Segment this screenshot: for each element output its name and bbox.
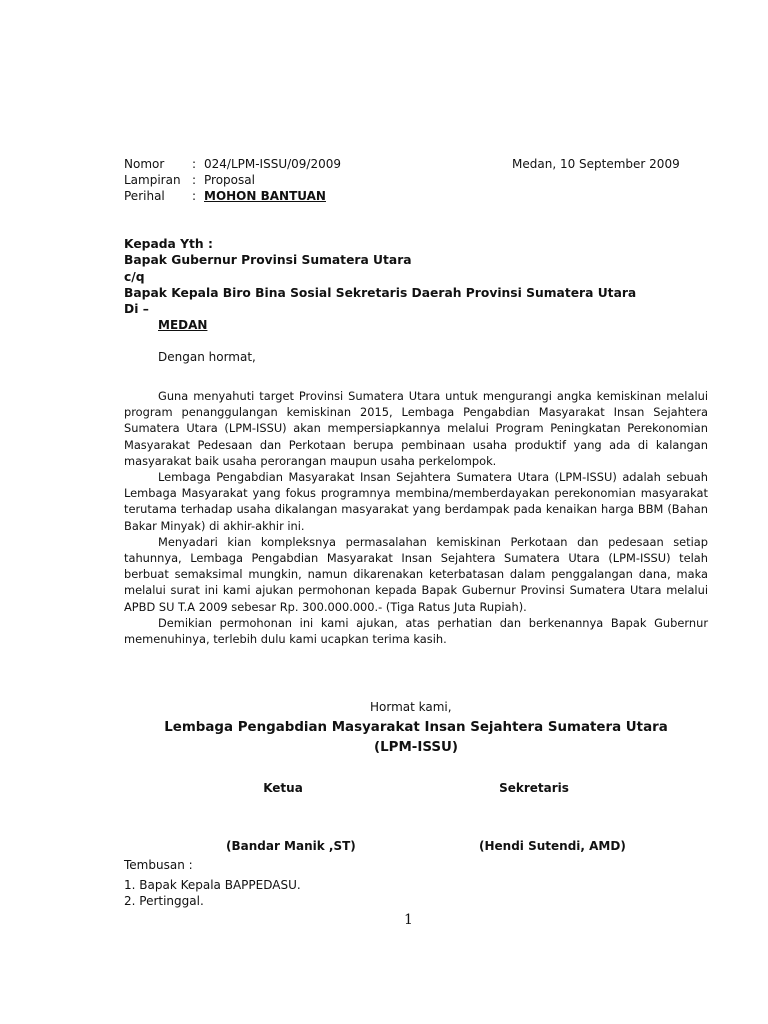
org-line-1: Lembaga Pengabdian Masyarakat Insan Sejahtera Sumatera Utara [164, 720, 668, 735]
recipient-line-gubernur: Bapak Gubernur Provinsi Sumatera Utara [124, 253, 412, 268]
paragraph-1: Guna menyahuti target Provinsi Sumatera Utara untuk mengurangi angka kemiskinan melalui program penanggulangan kemiskinan 2015, Lembaga Pengabdian Masyarakat Insan Sejahtera Sumatera Utara (LPM-ISSU) akan mempersiapkannya melalui Program Peningkatan Perekonomian Masyarakat Pedesaan dan Perkotaan berupa pembinaan usaha produktif yang ada di kalangan masyarakat baik usaha perorangan maupun usaha perkelompok. [124, 389, 708, 468]
org-line-2: (LPM-ISSU) [373, 740, 458, 755]
cc-label: Tembusan : [124, 858, 193, 872]
signature-right-title: Sekretaris [499, 781, 569, 795]
signature-left-title: Ketua [263, 781, 303, 795]
perihal-label: Perihal [124, 189, 165, 203]
nomor-colon: : [192, 157, 197, 171]
paragraph-3: Menyadari kian kompleksnya permasalahan kemiskinan Perkotaan dan pedesaan setiap tahunnya, Lembaga Pengabdian Masyarakat Insan Sejahtera Sumatera Utara (LPM-ISSU) telah berbuat semaksimal mungkin, namun dikarenakan keterbatasan dalam penggalangan dana, maka melalui surat ini kami ajukan permohonan kepada Bapak Gubernur Provinsi Sumatera Utara melalui APBD SU T.A 2009 sebesar Rp. 300.000.000.- (Tiga Ratus Juta Rupiah). [124, 534, 708, 614]
signature-right-name: (Hendi Sutendi, AMD) [479, 839, 626, 853]
recipient-block [124, 236, 636, 317]
perihal-row [124, 188, 326, 204]
page-number: 1 [404, 912, 413, 928]
paragraph-4: Demikian permohonan ini kami ajukan, atas perhatian dan berkenannya Bapak Gubernur memenuhinya, terlebih dulu kami ucapkan terima kasih. [124, 615, 708, 647]
paragraph-2: Lembaga Pengabdian Masyarakat Insan Sejahtera Sumatera Utara (LPM-ISSU) adalah sebuah Lembaga Masyarakat yang fokus programnya membina/memberdayakan perekonomian masyarakat terutama terhadap usaha dikalangan masyarakat yang berdampak pada kenaikan harga BBM (Bahan Bakar Minyak) di akhir-akhir ini. [124, 470, 708, 533]
nomor-value: 024/LPM-ISSU/09/2009 [204, 157, 342, 171]
cc-item: 1. Bapak Kepala BAPPEDASU. [124, 878, 301, 892]
recipient-city: MEDAN [158, 318, 208, 332]
recipient-line-cq: c/q [124, 269, 145, 284]
recipient-line-di: Di – [124, 302, 149, 317]
signature-left-name: (Bandar Manik ,ST) [226, 839, 356, 853]
recipient-line-biro: Bapak Kepala Biro Bina Sosial Sekretaris Daerah Provinsi Sumatera Utara [124, 285, 637, 300]
place-date: Medan, 10 September 2009 [512, 157, 680, 171]
lampiran-colon: : [192, 173, 197, 187]
perihal-colon: : [192, 189, 197, 203]
closing-salutation: Hormat kami, [370, 700, 452, 714]
lampiran-label: Lampiran [124, 173, 181, 187]
nomor-label: Nomor [124, 157, 165, 171]
recipient-line-kepada: Kepada Yth : [124, 237, 213, 251]
cc-item: 2. Pertinggal. [124, 894, 204, 908]
lampiran-value: Proposal [204, 173, 255, 187]
nomor-row [124, 156, 341, 172]
letter-body [124, 388, 708, 647]
greeting: Dengan hormat, [158, 350, 256, 364]
perihal-value: MOHON BANTUAN [204, 189, 326, 203]
lampiran-row [124, 172, 255, 188]
